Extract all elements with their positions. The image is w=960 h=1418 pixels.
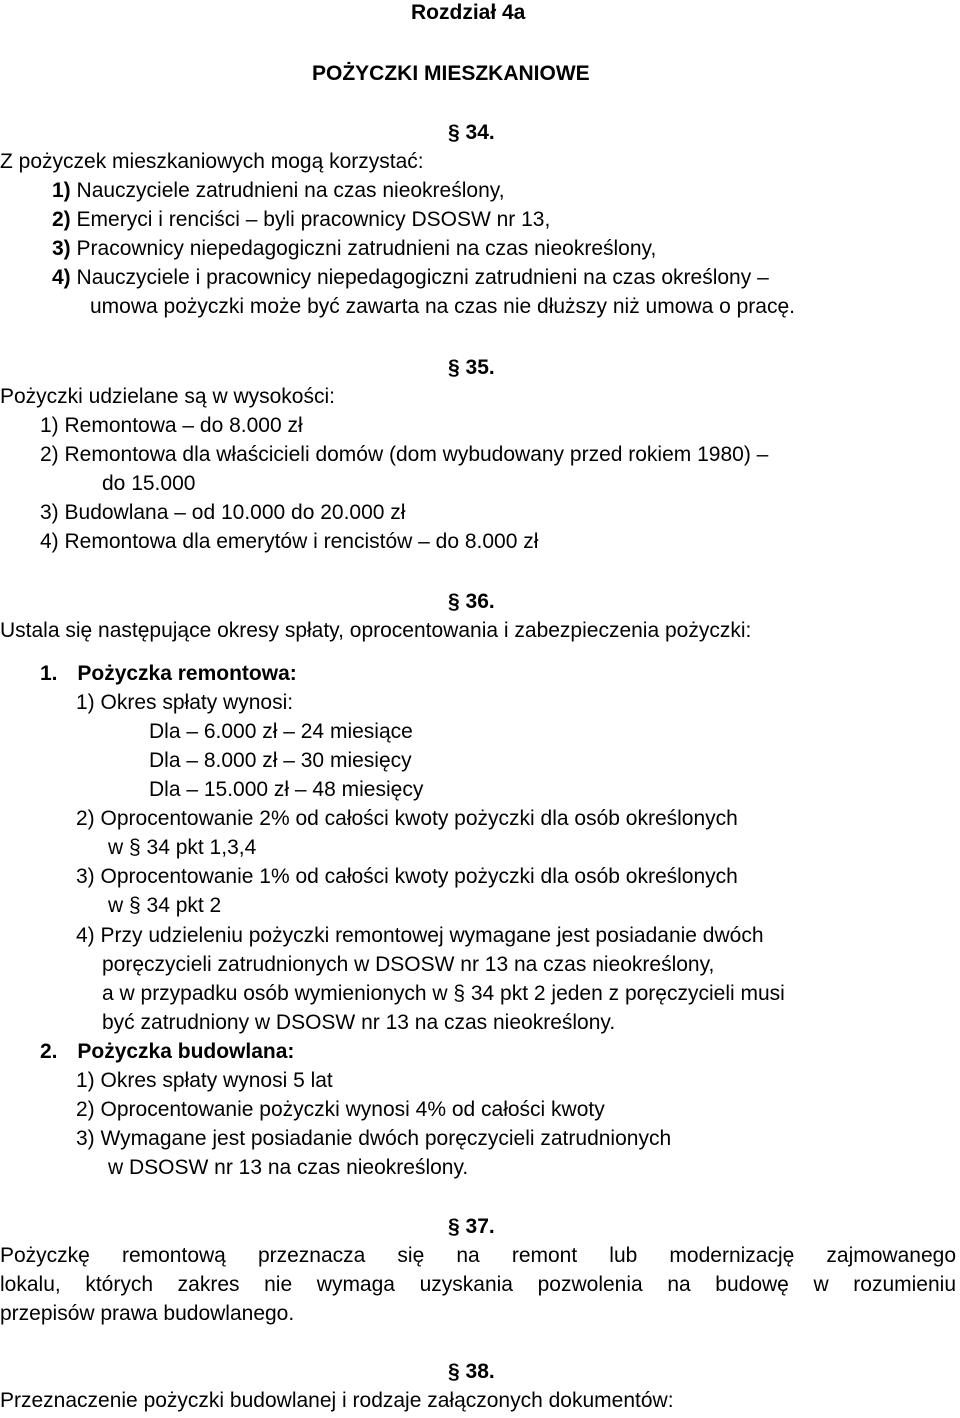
list-item bbox=[52, 236, 656, 262]
chapter-heading: Rozdział 4a bbox=[411, 1, 526, 24]
subsection-number: 2. bbox=[40, 1040, 58, 1063]
term-line: Dla – 15.000 zł – 48 miesięcy bbox=[149, 778, 424, 801]
subsection-number: 1. bbox=[40, 662, 58, 685]
list-item bbox=[52, 207, 550, 233]
subsection-heading bbox=[40, 661, 297, 687]
list-item: 3) Oprocentowanie 1% od całości kwoty pożyczki dla osób określonych bbox=[76, 865, 738, 888]
item-continuation: w § 34 pkt 2 bbox=[108, 894, 222, 917]
item-continuation: a w przypadku osób wymienionych w § 34 pkt 2 jeden z poręczycieli musi bbox=[102, 982, 785, 1005]
subsection-title: Pożyczka budowlana: bbox=[77, 1040, 295, 1063]
item-continuation: umowa pożyczki może być zawarta na czas nie dłuższy niż umowa o pracę. bbox=[90, 295, 795, 318]
section-38-number: § 38. bbox=[448, 1360, 495, 1383]
section-34-number: § 34. bbox=[448, 121, 495, 144]
item-continuation: poręczycieli zatrudnionych w DSOSW nr 13 na czas nieokreślony, bbox=[102, 953, 715, 976]
section-37-line: Pożyczkę remontową przeznacza się na remont lub modernizację zajmowanego bbox=[0, 1244, 956, 1267]
list-item bbox=[52, 265, 956, 291]
list-item: 4) Przy udzieleniu pożyczki remontowej wymagane jest posiadanie dwóch bbox=[76, 924, 764, 947]
item-text: Nauczyciele i pracownicy niepedagogiczni zatrudnieni na czas określony – bbox=[76, 266, 769, 289]
list-item: 3) Wymagane jest posiadanie dwóch poręczycieli zatrudnionych bbox=[76, 1127, 672, 1150]
item-number: 2) bbox=[52, 208, 71, 231]
section-36-number: § 36. bbox=[448, 590, 495, 613]
list-item: 1) Remontowa – do 8.000 zł bbox=[40, 414, 303, 437]
item-number: 3) bbox=[52, 237, 71, 260]
list-item: 1) Okres spłaty wynosi 5 lat bbox=[76, 1069, 333, 1092]
item-continuation: do 15.000 bbox=[102, 472, 196, 495]
list-item bbox=[52, 178, 505, 204]
item-text: Emeryci i renciści – byli pracownicy DSOSW nr 13, bbox=[76, 208, 551, 231]
item-continuation: w DSOSW nr 13 na czas nieokreślony. bbox=[108, 1156, 469, 1179]
subsection-heading bbox=[40, 1039, 294, 1065]
subsection-title: Pożyczka remontowa: bbox=[77, 662, 297, 685]
item-number: 4) bbox=[52, 266, 71, 289]
section-37-line: przepisów prawa budowlanego. bbox=[0, 1302, 295, 1325]
list-item: 2) Oprocentowanie pożyczki wynosi 4% od całości kwoty bbox=[76, 1098, 605, 1121]
item-continuation: być zatrudniony w DSOSW nr 13 na czas nieokreślony. bbox=[102, 1011, 616, 1034]
item-text: Nauczyciele zatrudnieni na czas nieokreślony, bbox=[76, 179, 505, 202]
list-item: 1) Okres spłaty wynosi: bbox=[76, 691, 294, 714]
item-continuation: w § 34 pkt 1,3,4 bbox=[108, 836, 257, 859]
section-37-line: lokalu, których zakres nie wymaga uzyskania pozwolenia na budowę w rozumieniu bbox=[0, 1273, 956, 1296]
item-text: Pracownicy niepedagogiczni zatrudnieni na czas nieokreślony, bbox=[76, 237, 657, 260]
list-item: 2) Oprocentowanie 2% od całości kwoty pożyczki dla osób określonych bbox=[76, 807, 738, 830]
term-line: Dla – 8.000 zł – 30 miesięcy bbox=[149, 749, 412, 772]
section-38-line: Przeznaczenie pożyczki budowlanej i rodzaje załączonych dokumentów: bbox=[0, 1389, 674, 1412]
section-34-intro: Z pożyczek mieszkaniowych mogą korzystać: bbox=[0, 150, 424, 173]
item-number: 1) bbox=[52, 179, 71, 202]
section-35-number: § 35. bbox=[448, 356, 495, 379]
section-35-intro: Pożyczki udzielane są w wysokości: bbox=[0, 385, 335, 408]
section-37-number: § 37. bbox=[448, 1215, 495, 1238]
list-item: 2) Remontowa dla właścicieli domów (dom wybudowany przed rokiem 1980) – bbox=[40, 443, 769, 466]
section-36-intro: Ustala się następujące okresy spłaty, oprocentowania i zabezpieczenia pożyczki: bbox=[0, 619, 752, 642]
list-item: 3) Budowlana – od 10.000 do 20.000 zł bbox=[40, 501, 406, 524]
term-line: Dla – 6.000 zł – 24 miesiące bbox=[149, 720, 413, 743]
document-title: POŻYCZKI MIESZKANIOWE bbox=[312, 62, 590, 85]
list-item: 4) Remontowa dla emerytów i rencistów – do 8.000 zł bbox=[40, 530, 539, 553]
